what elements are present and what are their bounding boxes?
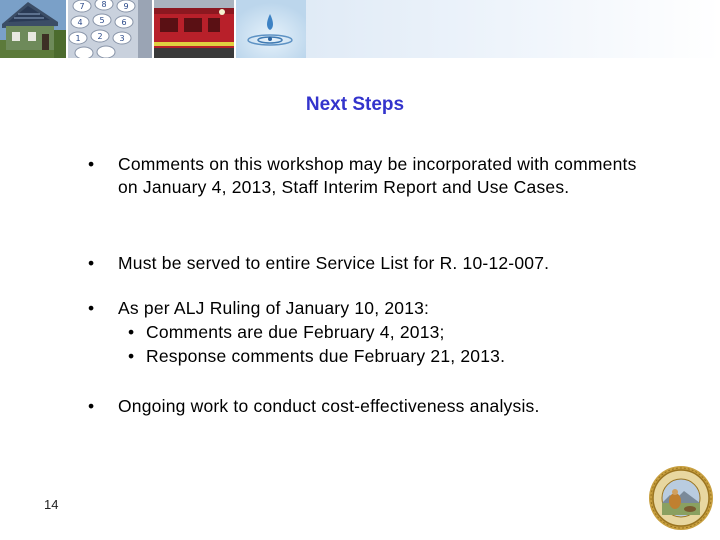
bullet-text: Ongoing work to conduct cost-effectiveness analysis. [118, 396, 540, 416]
train-photo [154, 0, 234, 58]
state-seal-logo [648, 465, 714, 531]
svg-text:7: 7 [79, 2, 85, 11]
calculator-keypad-photo [68, 0, 152, 58]
bullet-glyph: • [88, 253, 95, 273]
bullet-item [88, 297, 648, 368]
header-banner [0, 0, 720, 58]
bullet-text: As per ALJ Ruling of January 10, 2013: [118, 298, 430, 318]
bullet-item [88, 252, 648, 275]
bullet-item [88, 395, 648, 418]
svg-text:5: 5 [99, 16, 105, 25]
bullet-glyph: • [88, 298, 95, 318]
svg-text:3: 3 [119, 34, 125, 43]
bullet-glyph: • [88, 154, 95, 174]
sub-bullet-item [128, 344, 648, 368]
bullet-text: Comments on this workshop may be incorporated with comments on January 4, 2013, Staff Interim Report and Use Cases. [118, 154, 637, 197]
svg-text:1: 1 [75, 34, 81, 43]
water-drop-photo [236, 0, 306, 58]
page-number: 14 [44, 497, 59, 512]
bullet-glyph: • [128, 346, 135, 366]
house-solar-photo [0, 0, 66, 58]
svg-text:4: 4 [77, 18, 83, 27]
svg-text:9: 9 [123, 2, 129, 11]
svg-text:2: 2 [97, 32, 103, 41]
sub-bullet-item [128, 320, 648, 344]
bullet-glyph: • [88, 396, 95, 416]
sub-bullet-text: Response comments due February 21, 2013. [146, 346, 506, 366]
sub-bullet-text: Comments are due February 4, 2013; [146, 322, 445, 342]
bullet-item [88, 153, 648, 199]
bullet-text: Must be served to entire Service List for R. 10-12-007. [118, 253, 550, 273]
svg-text:8: 8 [101, 0, 107, 9]
svg-text:6: 6 [121, 18, 127, 27]
bullet-glyph: • [128, 322, 135, 342]
slide-title: Next Steps [305, 94, 405, 115]
